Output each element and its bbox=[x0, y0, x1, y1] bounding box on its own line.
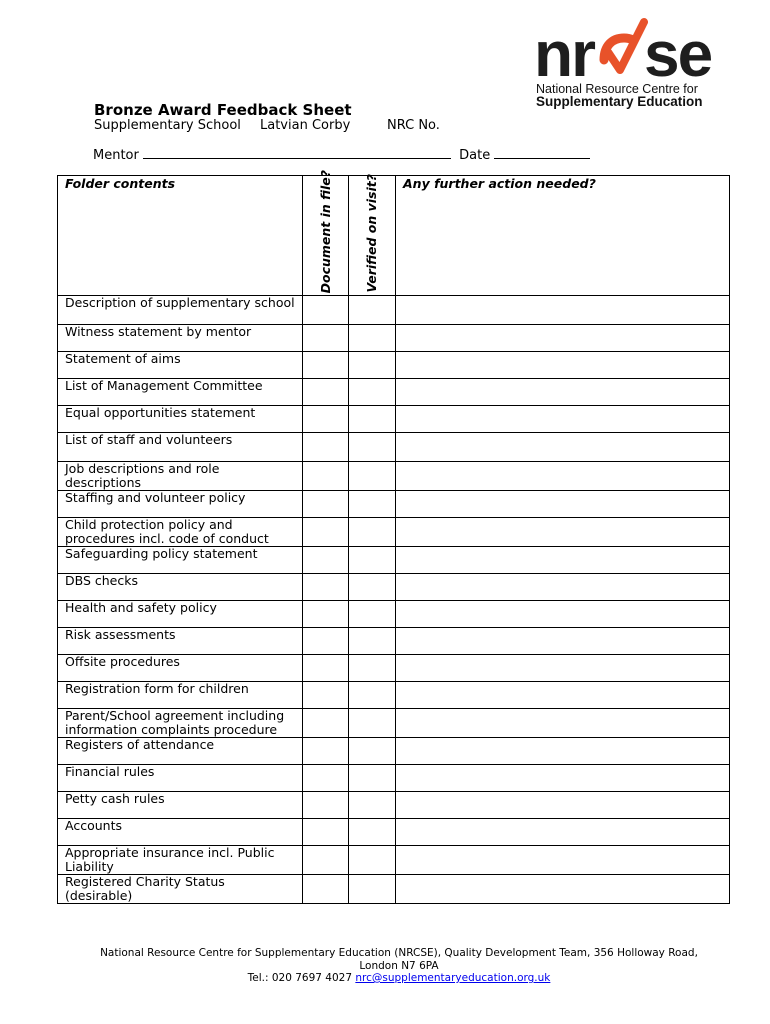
in-file-cell[interactable] bbox=[303, 296, 349, 325]
mentor-date-row bbox=[93, 146, 590, 164]
verified-cell[interactable] bbox=[349, 518, 396, 547]
verified-cell[interactable] bbox=[349, 709, 396, 738]
action-cell[interactable] bbox=[396, 574, 730, 601]
table-row bbox=[58, 547, 730, 574]
nrc-label: NRC No. bbox=[387, 118, 440, 133]
action-cell[interactable] bbox=[396, 379, 730, 406]
logo-tagline-1: National Resource Centre for bbox=[536, 82, 698, 96]
col-document-in-file-label: Document in file? bbox=[317, 169, 333, 293]
in-file-cell[interactable] bbox=[303, 574, 349, 601]
action-cell[interactable] bbox=[396, 352, 730, 379]
row-label: Safeguarding policy statement bbox=[58, 547, 303, 574]
table-row bbox=[58, 875, 730, 904]
verified-cell[interactable] bbox=[349, 846, 396, 875]
in-file-cell[interactable] bbox=[303, 709, 349, 738]
in-file-cell[interactable] bbox=[303, 655, 349, 682]
in-file-cell[interactable] bbox=[303, 765, 349, 792]
row-label: Petty cash rules bbox=[58, 792, 303, 819]
footer-email-link[interactable]: nrc@supplementaryeducation.org.uk bbox=[355, 972, 551, 984]
col-further-action: Any further action needed? bbox=[396, 176, 730, 296]
col-verified-on-visit-label: Verified on visit? bbox=[364, 174, 379, 293]
in-file-cell[interactable] bbox=[303, 628, 349, 655]
school-name: Latvian Corby bbox=[260, 118, 351, 133]
action-cell[interactable] bbox=[396, 601, 730, 628]
row-label: Staffing and volunteer policy bbox=[58, 491, 303, 518]
row-label: Offsite procedures bbox=[58, 655, 303, 682]
verified-cell[interactable] bbox=[349, 655, 396, 682]
nrcse-logo bbox=[534, 14, 714, 110]
action-cell[interactable] bbox=[396, 325, 730, 352]
table-row bbox=[58, 296, 730, 325]
verified-cell[interactable] bbox=[349, 738, 396, 765]
row-label: Description of supplementary school bbox=[58, 296, 303, 325]
table-row bbox=[58, 491, 730, 518]
table-row bbox=[58, 601, 730, 628]
action-cell[interactable] bbox=[396, 819, 730, 846]
action-cell[interactable] bbox=[396, 765, 730, 792]
table-row bbox=[58, 574, 730, 601]
row-label: Parent/School agreement including information complaints procedure bbox=[58, 709, 303, 738]
row-label: Child protection policy and procedures incl. code of conduct bbox=[58, 518, 303, 547]
action-cell[interactable] bbox=[396, 875, 730, 904]
action-cell[interactable] bbox=[396, 655, 730, 682]
row-label: Witness statement by mentor bbox=[58, 325, 303, 352]
verified-cell[interactable] bbox=[349, 574, 396, 601]
verified-cell[interactable] bbox=[349, 406, 396, 433]
in-file-cell[interactable] bbox=[303, 846, 349, 875]
action-cell[interactable] bbox=[396, 628, 730, 655]
in-file-cell[interactable] bbox=[303, 518, 349, 547]
table-row bbox=[58, 462, 730, 491]
table-row bbox=[58, 765, 730, 792]
feedback-table bbox=[57, 169, 730, 904]
verified-cell[interactable] bbox=[349, 462, 396, 491]
logo-tagline-2: Supplementary Education bbox=[536, 94, 703, 109]
in-file-cell[interactable] bbox=[303, 352, 349, 379]
in-file-cell[interactable] bbox=[303, 462, 349, 491]
row-label: Appropriate insurance incl. Public Liability bbox=[58, 846, 303, 875]
row-label: DBS checks bbox=[58, 574, 303, 601]
row-label: Registers of attendance bbox=[58, 738, 303, 765]
in-file-cell[interactable] bbox=[303, 491, 349, 518]
logo-wordmark: nr se bbox=[534, 18, 712, 90]
in-file-cell[interactable] bbox=[303, 325, 349, 352]
verified-cell[interactable] bbox=[349, 433, 396, 462]
action-cell[interactable] bbox=[396, 491, 730, 518]
footer-address: National Resource Centre for Supplementary Education (NRCSE), Quality Development Team, 356 Holloway Road, bbox=[100, 947, 698, 959]
verified-cell[interactable] bbox=[349, 682, 396, 709]
action-cell[interactable] bbox=[396, 846, 730, 875]
table-row bbox=[58, 655, 730, 682]
footer-contact bbox=[0, 972, 770, 985]
row-label: Financial rules bbox=[58, 765, 303, 792]
logo-check-icon bbox=[598, 16, 648, 76]
in-file-cell[interactable] bbox=[303, 433, 349, 462]
verified-cell[interactable] bbox=[349, 296, 396, 325]
row-label: Health and safety policy bbox=[58, 601, 303, 628]
table-row bbox=[58, 709, 730, 738]
table-row bbox=[58, 352, 730, 379]
verified-cell[interactable] bbox=[349, 601, 396, 628]
footer bbox=[0, 947, 770, 985]
table-row bbox=[58, 819, 730, 846]
row-label: Accounts bbox=[58, 819, 303, 846]
table-row bbox=[58, 325, 730, 352]
action-cell[interactable] bbox=[396, 547, 730, 574]
action-cell[interactable] bbox=[396, 406, 730, 433]
footer-postcode: London N7 6PA bbox=[359, 959, 439, 972]
action-cell[interactable] bbox=[396, 296, 730, 325]
table-header-row bbox=[58, 176, 730, 296]
date-label: Date bbox=[459, 148, 491, 163]
in-file-cell[interactable] bbox=[303, 875, 349, 904]
table-row bbox=[58, 792, 730, 819]
date-field[interactable] bbox=[494, 146, 590, 159]
table-row bbox=[58, 846, 730, 875]
footer-phone: Tel.: 020 7697 4027 bbox=[247, 972, 353, 984]
table-row bbox=[58, 682, 730, 709]
row-label: Job descriptions and role descriptions bbox=[58, 462, 303, 491]
action-cell[interactable] bbox=[396, 682, 730, 709]
mentor-field[interactable] bbox=[143, 146, 451, 159]
row-label: Equal opportunities statement bbox=[58, 406, 303, 433]
row-label: Statement of aims bbox=[58, 352, 303, 379]
in-file-cell[interactable] bbox=[303, 547, 349, 574]
verified-cell[interactable] bbox=[349, 547, 396, 574]
row-label: Registered Charity Status (desirable) bbox=[58, 875, 303, 904]
in-file-cell[interactable] bbox=[303, 379, 349, 406]
verified-cell[interactable] bbox=[349, 352, 396, 379]
verified-cell[interactable] bbox=[349, 819, 396, 846]
in-file-cell[interactable] bbox=[303, 819, 349, 846]
verified-cell[interactable] bbox=[349, 792, 396, 819]
school-label: Supplementary School bbox=[94, 118, 241, 133]
in-file-cell[interactable] bbox=[303, 601, 349, 628]
row-label: List of staff and volunteers bbox=[58, 433, 303, 462]
mentor-label: Mentor bbox=[93, 148, 139, 163]
col-folder-contents: Folder contents bbox=[58, 176, 303, 296]
in-file-cell[interactable] bbox=[303, 738, 349, 765]
action-cell[interactable] bbox=[396, 462, 730, 491]
table-row bbox=[58, 433, 730, 462]
page-title: Bronze Award Feedback Sheet bbox=[94, 101, 352, 119]
table-row bbox=[58, 406, 730, 433]
action-cell[interactable] bbox=[396, 738, 730, 765]
table-row bbox=[58, 518, 730, 547]
col-verified-on-visit bbox=[349, 176, 396, 296]
action-cell[interactable] bbox=[396, 518, 730, 547]
verified-cell[interactable] bbox=[349, 325, 396, 352]
verified-cell[interactable] bbox=[349, 491, 396, 518]
action-cell[interactable] bbox=[396, 792, 730, 819]
table-row bbox=[58, 379, 730, 406]
col-document-in-file bbox=[303, 169, 349, 296]
action-cell[interactable] bbox=[396, 709, 730, 738]
in-file-cell[interactable] bbox=[303, 406, 349, 433]
table-row bbox=[58, 738, 730, 765]
table-row bbox=[58, 628, 730, 655]
row-label: Risk assessments bbox=[58, 628, 303, 655]
verified-cell[interactable] bbox=[349, 379, 396, 406]
in-file-cell[interactable] bbox=[303, 792, 349, 819]
verified-cell[interactable] bbox=[349, 628, 396, 655]
row-label: List of Management Committee bbox=[58, 379, 303, 406]
action-cell[interactable] bbox=[396, 433, 730, 462]
row-label: Registration form for children bbox=[58, 682, 303, 709]
verified-cell[interactable] bbox=[349, 765, 396, 792]
in-file-cell[interactable] bbox=[303, 682, 349, 709]
verified-cell[interactable] bbox=[349, 875, 396, 904]
